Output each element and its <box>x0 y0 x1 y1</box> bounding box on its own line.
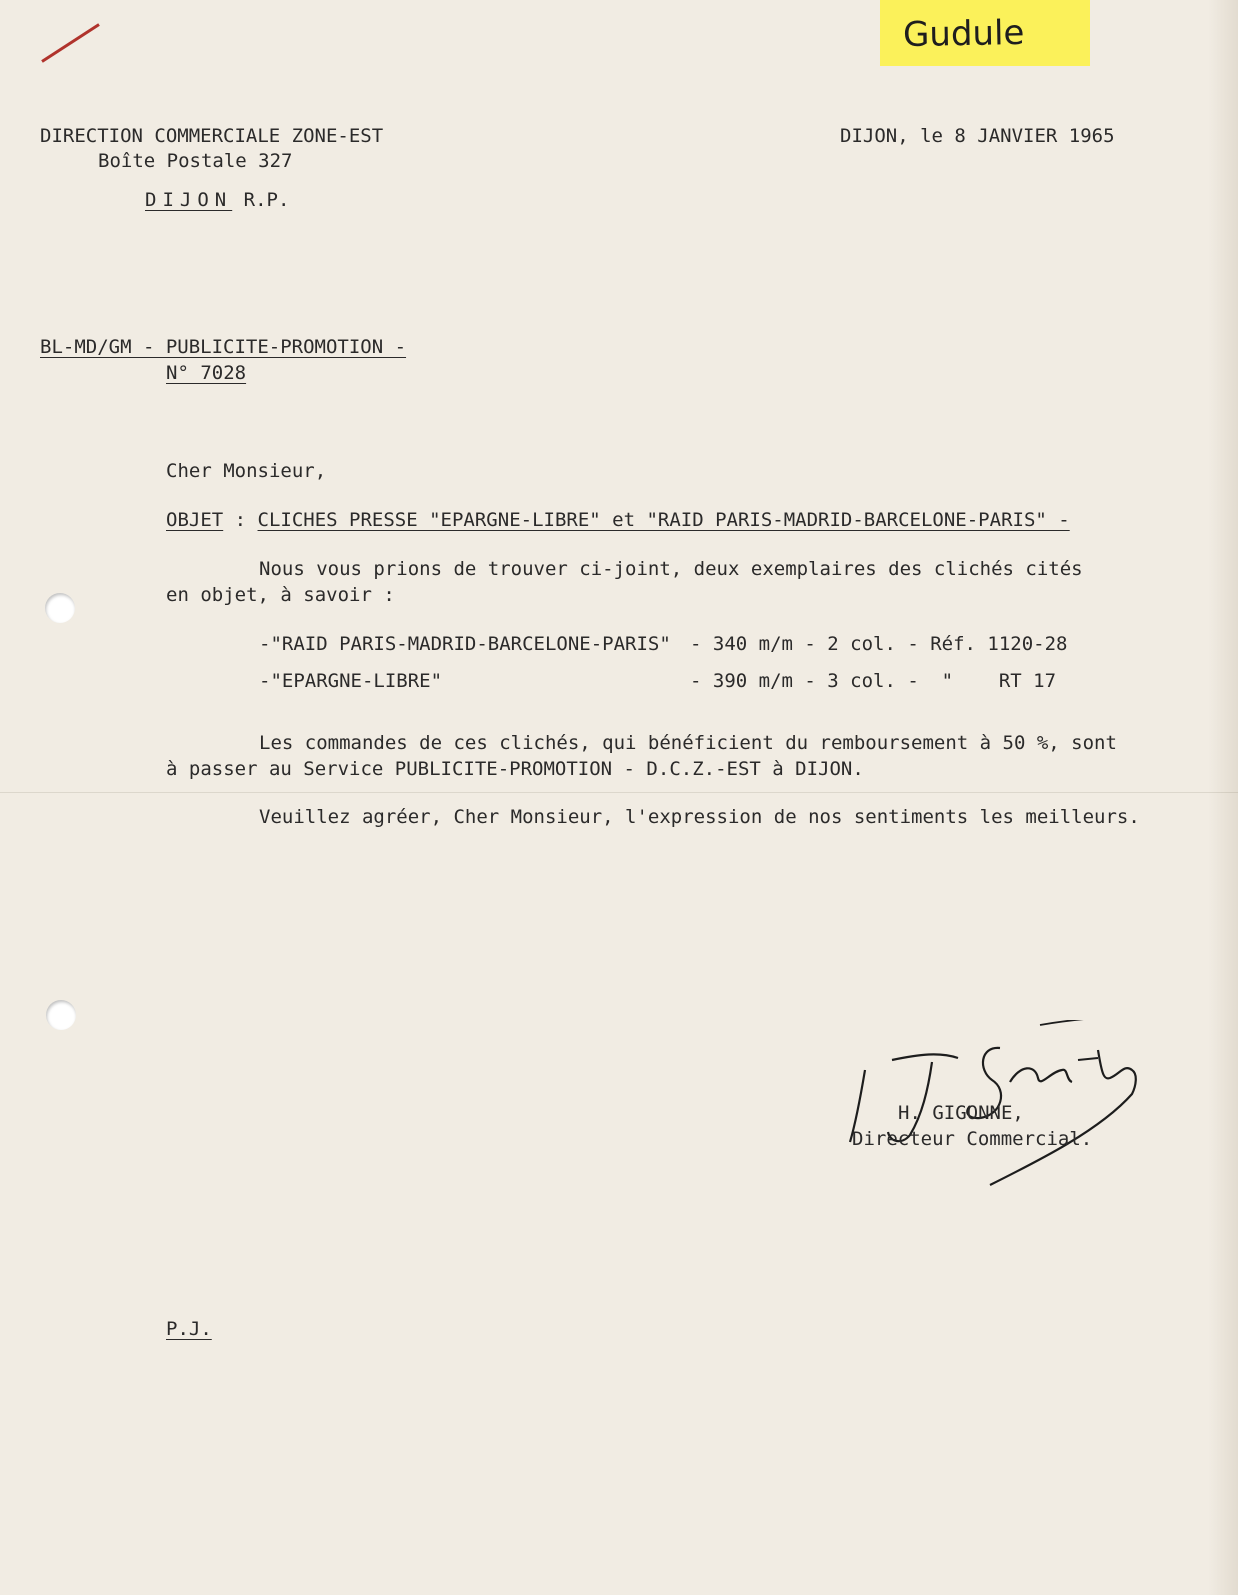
subject-label: OBJET <box>166 509 224 531</box>
paragraph2-line-2: à passer au Service PUBLICITE-PROMOTION - D.C.Z.-EST à DIJON. <box>166 758 864 780</box>
fold-line <box>0 792 1238 793</box>
sender-city-line <box>145 188 289 212</box>
sender-city: DIJON <box>145 189 233 211</box>
enclosure-note: P.J. <box>166 1318 212 1340</box>
item-1-name: -"RAID PARIS-MADRID-BARCELONE-PARIS" <box>259 633 671 655</box>
date-line: DIJON, le 8 JANVIER 1965 <box>840 125 1115 147</box>
subject-separator: : <box>223 509 258 531</box>
subject-line <box>166 508 1070 532</box>
salutation: Cher Monsieur, <box>166 460 327 482</box>
item-2-name: -"EPARGNE-LIBRE" <box>259 670 443 692</box>
signatory-title: Directeur Commercial. <box>852 1128 1093 1150</box>
reference-line-1: BL-MD/GM - PUBLICITE-PROMOTION - <box>40 336 407 358</box>
staple-mark <box>41 23 100 63</box>
paragraph1-line-1: Nous vous prions de trouver ci-joint, deux exemplaires des clichés cités <box>259 558 1083 580</box>
sender-line-2: Boîte Postale 327 <box>98 150 293 172</box>
punch-hole-top <box>45 593 75 623</box>
sender-city-suffix: R.P. <box>243 189 290 211</box>
paragraph1-line-2: en objet, à savoir : <box>166 584 395 606</box>
paragraph2-line-1: Les commandes de ces clichés, qui bénéficient du remboursement à 50 %, sont <box>259 732 1117 754</box>
sticky-note-text: Gudule <box>902 12 1025 56</box>
subject-text: CLICHES PRESSE "EPARGNE-LIBRE" et "RAID PARIS-MADRID-BARCELONE-PARIS" - <box>257 509 1070 531</box>
item-2-spec: - 390 m/m - 3 col. - " RT 17 <box>690 670 1057 692</box>
sender-line-1: DIRECTION COMMERCIALE ZONE-EST <box>40 125 384 147</box>
closing-sentence: Veuillez agréer, Cher Monsieur, l'expression de nos sentiments les meilleurs. <box>259 806 1140 828</box>
signatory-name: H. GIGONNE, <box>898 1102 1024 1124</box>
punch-hole-bottom <box>46 1000 76 1030</box>
reference-line-2: N° 7028 <box>166 362 247 384</box>
item-1-spec: - 340 m/m - 2 col. - Réf. 1120-28 <box>690 633 1068 655</box>
